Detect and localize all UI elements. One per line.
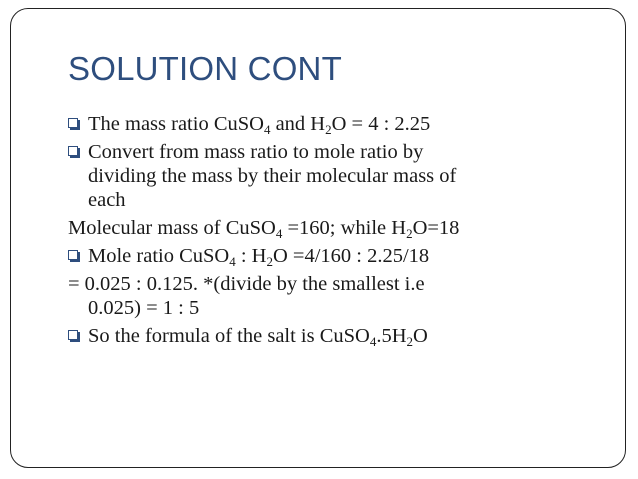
bullet-mass-ratio: The mass ratio CuSO$_4$ and $H_2O = 4$ : 2.25 <box>68 112 588 136</box>
bullet-convert-continued: dividing the mass by their molecular mass of <box>88 165 457 187</box>
checkbox-bullet-icon <box>68 118 78 128</box>
bullet-mole-ratio: Mole ratio CuSO$_4$ : $H_2O =4/160$ : 2.25/18 <box>68 244 588 268</box>
checkbox-bullet-icon <box>68 250 78 260</box>
bullet-formula: So the formula of the salt is $CuSO_4.5H_2O$ <box>68 324 588 348</box>
bullet-convert-continued: each <box>88 189 126 211</box>
checkbox-bullet-icon <box>68 146 78 156</box>
slide-body <box>68 108 588 348</box>
ratio-result-line: = 0.025 : 0.125. *(divide by the smallest i.e <box>68 273 425 295</box>
molecular-mass-line: Molecular mass of CuSO$_4$ =160; while $H_2O=18$ <box>68 217 460 241</box>
slide-title: SOLUTION CONT <box>68 50 342 87</box>
bullet-convert: Convert from mass ratio to mole ratio by <box>68 140 588 164</box>
ratio-result-continued: 0.025) = 1 : 5 <box>88 297 200 319</box>
checkbox-bullet-icon <box>68 330 78 340</box>
